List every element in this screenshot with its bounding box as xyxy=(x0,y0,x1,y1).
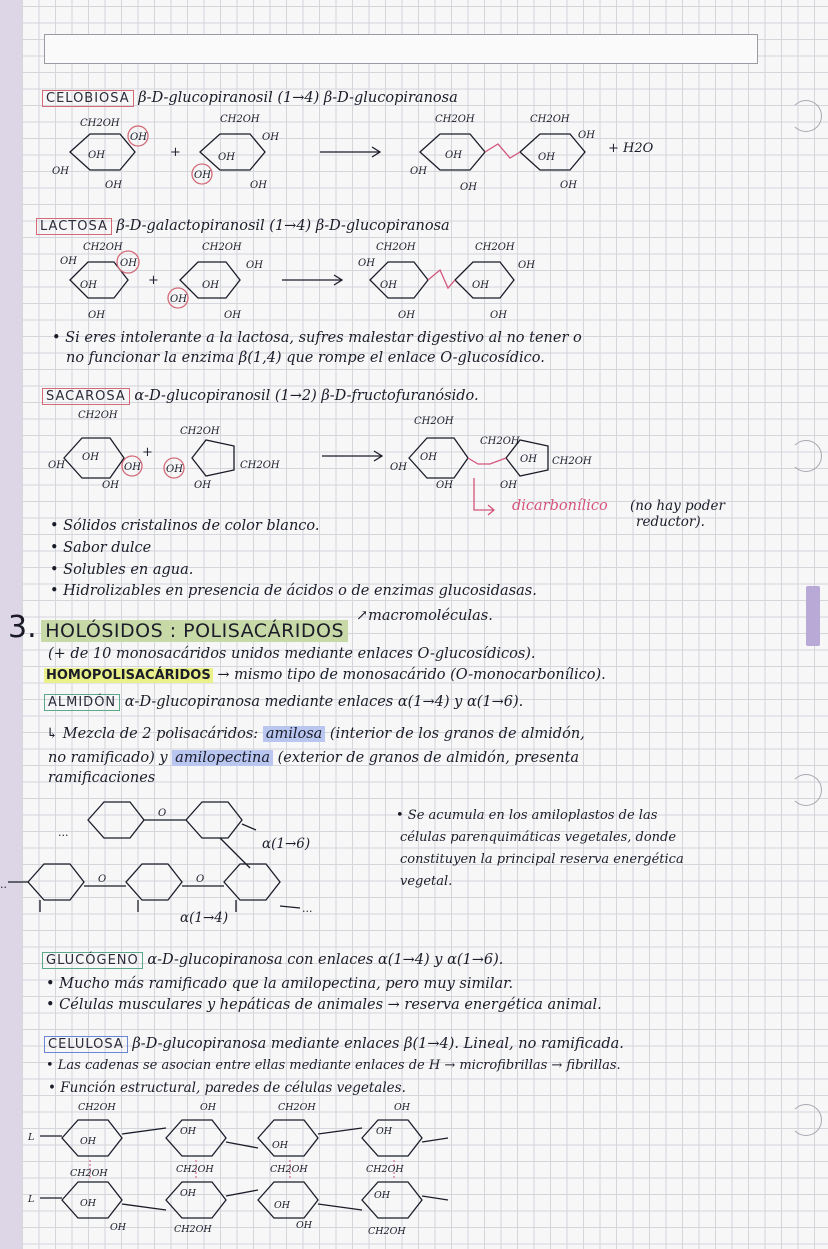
lactosa-note-line1: • Si eres intolerante a la lactosa, sufres malestar digestivo al no tener o xyxy=(52,330,582,346)
svg-text:OH: OH xyxy=(194,480,211,491)
section-title: HOLÓSIDOS : POLISACÁRIDOS xyxy=(41,620,348,642)
svg-text:L: L xyxy=(28,1132,35,1143)
svg-text:OH: OH xyxy=(105,180,122,191)
svg-text:OH: OH xyxy=(246,260,263,271)
svg-text:OH: OH xyxy=(80,280,97,291)
bond-label-14: α(1→4) xyxy=(180,910,229,926)
sacarosa-label: SACAROSA xyxy=(42,388,130,405)
svg-text:OH: OH xyxy=(224,310,241,321)
svg-text:OH: OH xyxy=(250,180,267,191)
glucogeno-heading xyxy=(42,952,503,969)
amilosa-term: amilosa xyxy=(263,726,326,742)
celulosa-line1: • Las cadenas se asocian entre ellas mediante enlaces de H → microfibrillas → fibrillas. xyxy=(46,1058,621,1073)
svg-text:OH: OH xyxy=(120,258,137,269)
svg-text:OH: OH xyxy=(200,1102,217,1113)
section-number: 3. xyxy=(8,610,37,645)
svg-text:CH2OH: CH2OH xyxy=(202,242,242,253)
svg-text:OH: OH xyxy=(296,1220,313,1231)
svg-text:CH2OH: CH2OH xyxy=(278,1102,316,1113)
no-poder-line2: reductor). xyxy=(636,514,705,530)
svg-text:OH: OH xyxy=(124,462,141,473)
svg-text:OH: OH xyxy=(380,280,397,291)
svg-text:CH2OH: CH2OH xyxy=(80,118,120,129)
svg-text:CH2OH: CH2OH xyxy=(176,1164,214,1175)
almidon-mezcla-line: ↳ Mezcla de 2 polisacáridos: amilosa (interior de los granos de almidón, xyxy=(46,726,585,742)
svg-text:OH: OH xyxy=(578,130,595,141)
lactosa-label: LACTOSA xyxy=(36,218,112,235)
svg-text:OH: OH xyxy=(52,166,69,177)
svg-text:OH: OH xyxy=(80,1198,97,1209)
svg-text:OH: OH xyxy=(520,454,537,465)
binder-hole xyxy=(790,774,822,806)
svg-text:OH: OH xyxy=(80,1136,97,1147)
celulosa-line2: • Función estructural, paredes de células vegetales. xyxy=(48,1080,406,1096)
svg-text:OH: OH xyxy=(376,1126,393,1137)
almidon-note-line: vegetal. xyxy=(400,874,453,889)
almidon-note-line: células parenquimáticas vegetales, donde xyxy=(400,830,677,845)
svg-text:+: + xyxy=(142,445,153,460)
holosidos-heading xyxy=(8,610,348,645)
svg-text:+: + xyxy=(148,273,159,288)
svg-text:OH: OH xyxy=(420,452,437,463)
almidon-note-line: • Se acumula en los amiloplastos de las xyxy=(396,808,658,823)
header-box xyxy=(44,34,758,64)
homopolisacaridos-label: HOMOPOLISACÁRIDOS xyxy=(46,668,211,683)
svg-text:OH: OH xyxy=(262,132,279,143)
svg-text:CH2OH: CH2OH xyxy=(552,456,592,467)
svg-text:OH: OH xyxy=(272,1140,289,1151)
svg-text:OH: OH xyxy=(390,462,407,473)
property-item: • Solubles en agua. xyxy=(50,562,194,578)
homopolisacaridos-line xyxy=(44,667,606,683)
celobiosa-formula: β-D-glucopiranosil (1→4) β-D-glucopiranosa xyxy=(138,90,458,106)
svg-text:O: O xyxy=(196,874,205,885)
svg-text:CH2OH: CH2OH xyxy=(376,242,416,253)
svg-text:OH: OH xyxy=(180,1126,197,1137)
svg-text:CH2OH: CH2OH xyxy=(368,1226,406,1237)
property-item: • Hidrolizables en presencia de ácidos o de enzimas glucosidasas. xyxy=(50,583,537,599)
svg-text:CH2OH: CH2OH xyxy=(78,1102,116,1113)
amilopectina-diagram xyxy=(0,796,380,936)
svg-text:CH2OH: CH2OH xyxy=(220,114,260,125)
svg-text:CH2OH: CH2OH xyxy=(180,426,220,437)
svg-text:OH: OH xyxy=(538,152,555,163)
no-poder-line1: (no hay poder xyxy=(630,498,725,514)
svg-text:CH2OH: CH2OH xyxy=(435,114,475,125)
svg-text:...: ... xyxy=(58,826,69,839)
svg-text:+: + xyxy=(170,145,181,160)
homopolisacaridos-text: → mismo tipo de monosacárido (O-monocarbonílico). xyxy=(217,667,606,683)
svg-text:OH: OH xyxy=(490,310,507,321)
svg-text:OH: OH xyxy=(410,166,427,177)
property-item: • Sólidos cristalinos de color blanco. xyxy=(50,518,320,534)
celulosa-chain-diagram xyxy=(20,1098,490,1238)
binder-hole xyxy=(790,440,822,472)
lactosa-reaction-diagram xyxy=(50,238,570,320)
svg-text:OH: OH xyxy=(500,480,517,491)
svg-text:L: L xyxy=(28,1194,35,1205)
svg-text:OH: OH xyxy=(460,182,477,193)
svg-text:OH: OH xyxy=(194,170,211,181)
svg-text:CH2OH: CH2OH xyxy=(475,242,515,253)
svg-text:OH: OH xyxy=(274,1200,291,1211)
svg-text:OH: OH xyxy=(82,452,99,463)
svg-text:OH: OH xyxy=(560,180,577,191)
svg-text:CH2OH: CH2OH xyxy=(83,242,123,253)
svg-text:...: ... xyxy=(302,902,313,915)
svg-text:OH: OH xyxy=(436,480,453,491)
binder-hole xyxy=(790,1104,822,1136)
almidon-note-line: constituyen la principal reserva energética xyxy=(400,852,684,867)
svg-text:O: O xyxy=(158,808,167,819)
binder-hole xyxy=(790,100,822,132)
svg-text:OH: OH xyxy=(180,1188,197,1199)
svg-text:OH: OH xyxy=(170,294,187,305)
svg-text:CH2OH: CH2OH xyxy=(480,436,520,447)
svg-text:CH2OH: CH2OH xyxy=(414,416,454,427)
svg-text:CH2OH: CH2OH xyxy=(240,460,280,471)
svg-text:CH2OH: CH2OH xyxy=(174,1224,212,1235)
almidon-formula: α-D-glucopiranosa mediante enlaces α(1→4) y α(1→6). xyxy=(124,694,524,710)
almidon-heading xyxy=(44,694,523,711)
svg-text:CH2OH: CH2OH xyxy=(70,1168,108,1179)
almidon-label: ALMIDÓN xyxy=(44,694,120,711)
glycosidic-bond xyxy=(485,144,520,158)
svg-text:OH: OH xyxy=(374,1190,391,1201)
svg-text:OH: OH xyxy=(102,480,119,491)
svg-text:CH2OH: CH2OH xyxy=(78,410,118,421)
almidon-line3: ramificaciones xyxy=(48,770,156,786)
celulosa-heading xyxy=(44,1036,624,1053)
celobiosa-reaction-diagram xyxy=(50,112,654,194)
sacarosa-formula: α-D-glucopiranosil (1→2) β-D-fructofuranósido. xyxy=(134,388,479,404)
svg-text:OH: OH xyxy=(110,1222,127,1233)
svg-text:OH: OH xyxy=(358,258,375,269)
holosidos-line1: (+ de 10 monosacáridos unidos mediante enlaces O-glucosídicos). xyxy=(48,646,536,662)
svg-text:OH: OH xyxy=(48,460,65,471)
glucogeno-line1: • Mucho más ramificado que la amilopectina, pero muy similar. xyxy=(46,976,514,992)
svg-text:CH2OH: CH2OH xyxy=(366,1164,404,1175)
amilopectina-term: amilopectina xyxy=(172,750,273,766)
sacarosa-heading xyxy=(42,388,479,405)
page-tab xyxy=(806,586,820,646)
celobiosa-label: CELOBIOSA xyxy=(42,90,134,107)
celulosa-label: CELULOSA xyxy=(44,1036,128,1053)
svg-text:OH: OH xyxy=(472,280,489,291)
celulosa-formula: β-D-glucopiranosa mediante enlaces β(1→4). Lineal, no ramificada. xyxy=(132,1036,624,1052)
svg-text:CH2OH: CH2OH xyxy=(530,114,570,125)
svg-text:OH: OH xyxy=(166,464,183,475)
lactosa-heading xyxy=(36,218,450,235)
svg-text:OH: OH xyxy=(518,260,535,271)
svg-text:..: .. xyxy=(0,878,7,891)
glucogeno-formula: α-D-glucopiranosa con enlaces α(1→4) y α(1→6). xyxy=(147,952,504,968)
dicarbonilico-label: dicarbonílico xyxy=(512,498,608,514)
lactosa-formula: β-D-galactopiranosil (1→4) β-D-glucopiranosa xyxy=(116,218,450,234)
glucogeno-line2: • Células musculares y hepáticas de animales → reserva energética animal. xyxy=(46,997,602,1013)
svg-text:CH2OH: CH2OH xyxy=(270,1164,308,1175)
svg-text:OH: OH xyxy=(88,150,105,161)
svg-text:OH: OH xyxy=(218,152,235,163)
svg-text:OH: OH xyxy=(60,256,77,267)
property-item: • Sabor dulce xyxy=(50,540,152,556)
celobiosa-heading xyxy=(42,90,458,107)
svg-text:OH: OH xyxy=(445,150,462,161)
svg-text:O: O xyxy=(98,874,107,885)
lactosa-note-line2: no funcionar la enzima β(1,4) que rompe el enlace O-glucosídico. xyxy=(66,350,545,366)
svg-text:OH: OH xyxy=(130,132,147,143)
water-product: + H2O xyxy=(608,141,654,156)
svg-text:OH: OH xyxy=(202,280,219,291)
glucogeno-label: GLUCÓGENO xyxy=(42,952,143,969)
svg-text:OH: OH xyxy=(398,310,415,321)
macromoleculas-note: ↗macromoléculas. xyxy=(356,608,493,624)
bond-label-16: α(1→6) xyxy=(262,836,311,852)
almidon-line2: no ramificado) y amilopectina (exterior de granos de almidón, presenta xyxy=(48,750,580,766)
svg-text:OH: OH xyxy=(394,1102,411,1113)
svg-text:OH: OH xyxy=(88,310,105,321)
